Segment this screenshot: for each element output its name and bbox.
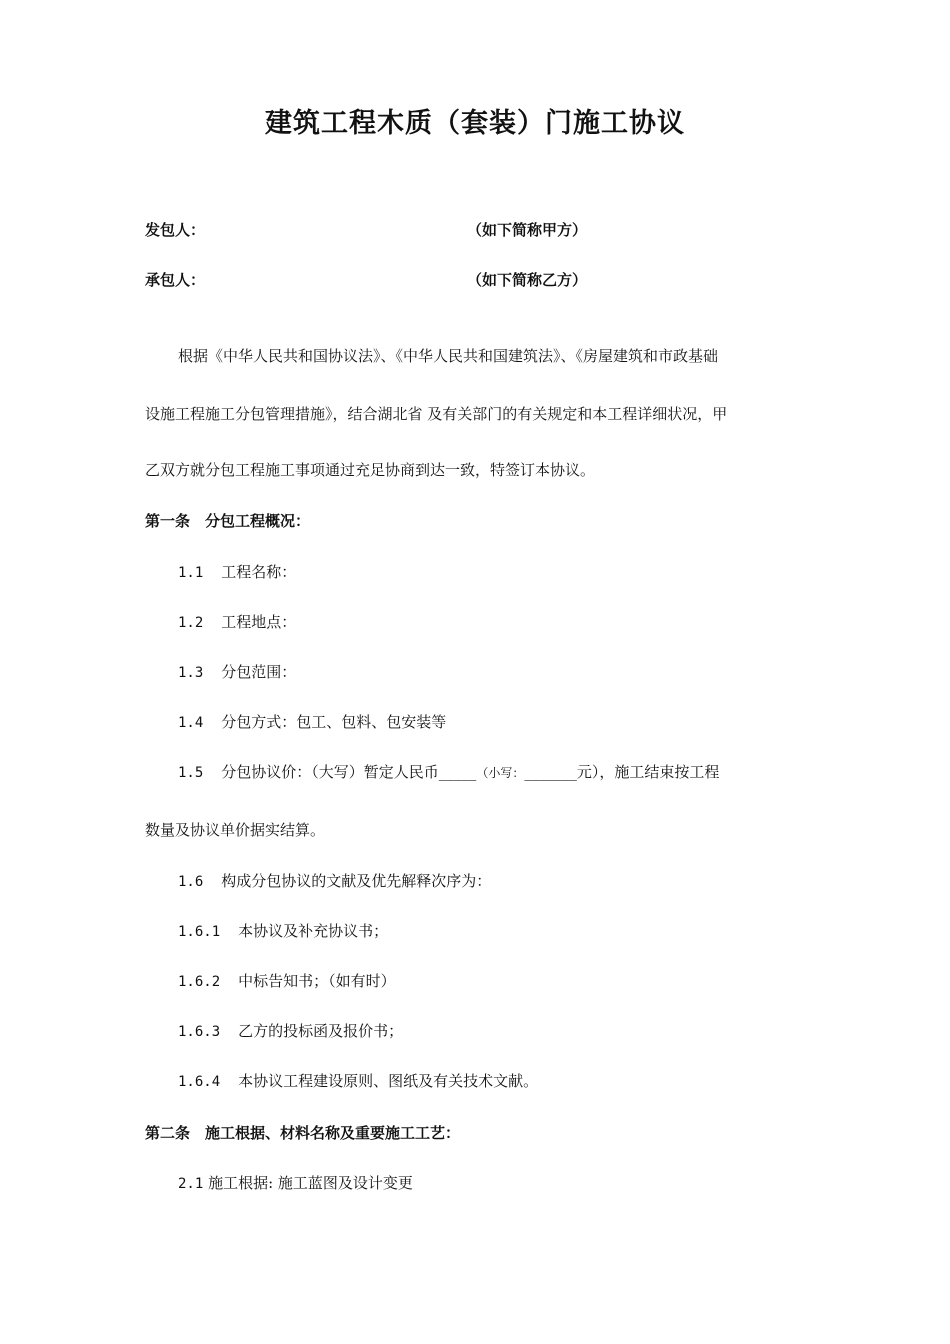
item-1-6-2 bbox=[178, 969, 396, 994]
item-number: 1.3 bbox=[178, 665, 204, 681]
preamble-line-2: 设施工程施工分包管理措施》，结合湖北省 及有关部门的有关规定和本工程详细状况，甲 bbox=[145, 405, 728, 423]
item-1-6-1 bbox=[178, 919, 388, 944]
item-number: 1.6.4 bbox=[178, 1074, 221, 1090]
item-text: 中标告知书；（如有时） bbox=[238, 972, 396, 990]
price-text-b: _______元），施工结束按工程 bbox=[524, 763, 720, 781]
item-1-5 bbox=[178, 760, 719, 785]
item-1-6-3 bbox=[178, 1019, 403, 1044]
contractor-label: 承包人： bbox=[145, 271, 206, 289]
contractor-line bbox=[145, 268, 825, 292]
item-text: 本协议工程建设原则、图纸及有关技术文献。 bbox=[238, 1072, 539, 1090]
price-text-small: （小写： bbox=[476, 766, 525, 780]
document-title: 建筑工程木质（套装）门施工协议 bbox=[265, 108, 685, 139]
price-text-a: 分包协议价：（大写）暂定人民币_____ bbox=[221, 763, 477, 781]
item-1-4 bbox=[178, 710, 446, 735]
item-text: 本协议及补充协议书； bbox=[238, 922, 389, 940]
item-text: 分包方式：包工、包料、包安装等 bbox=[221, 713, 447, 731]
item-text: 工程名称： bbox=[221, 563, 297, 581]
item-1-2 bbox=[178, 610, 296, 635]
employer-note: （如下简称甲方） bbox=[467, 221, 588, 239]
item-number: 1.1 bbox=[178, 565, 204, 581]
item-1-1 bbox=[178, 560, 296, 585]
preamble-line-1: 根据《中华人民共和国协议法》、《中华人民共和国建筑法》、《房屋建筑和市政基础 bbox=[178, 347, 719, 365]
item-number: 1.6.3 bbox=[178, 1024, 221, 1040]
item-text: 乙方的投标函及报价书； bbox=[238, 1022, 404, 1040]
item-1-3 bbox=[178, 660, 296, 685]
item-number: 1.6 bbox=[178, 874, 204, 890]
article-2-heading: 第二条 施工根据、材料名称及重要施工工艺： bbox=[145, 1124, 461, 1142]
item-1-6-4 bbox=[178, 1069, 538, 1094]
item-number: 1.4 bbox=[178, 715, 204, 731]
item-number: 1.5 bbox=[178, 765, 204, 781]
item-text: 施工根据: 施工蓝图及设计变更 bbox=[208, 1174, 413, 1192]
employer-line bbox=[145, 218, 825, 242]
item-number: 2.1 bbox=[178, 1176, 204, 1192]
item-number: 1.2 bbox=[178, 615, 204, 631]
employer-label: 发包人： bbox=[145, 221, 206, 239]
item-text: 构成分包协议的文献及优先解释次序为： bbox=[221, 872, 492, 890]
item-1-6 bbox=[178, 869, 491, 894]
item-number: 1.6.1 bbox=[178, 924, 221, 940]
item-number: 1.6.2 bbox=[178, 974, 221, 990]
preamble-line-3: 乙双方就分包工程施工事项通过充足协商到达一致，特签订本协议。 bbox=[145, 461, 596, 479]
contractor-note: （如下简称乙方） bbox=[467, 271, 588, 289]
item-text: 工程地点： bbox=[221, 613, 297, 631]
item-1-5-continuation: 数量及协议单价据实结算。 bbox=[145, 821, 326, 839]
item-text: 分包范围： bbox=[221, 663, 297, 681]
item-2-1 bbox=[178, 1171, 413, 1196]
article-1-heading: 第一条 分包工程概况： bbox=[145, 512, 311, 530]
